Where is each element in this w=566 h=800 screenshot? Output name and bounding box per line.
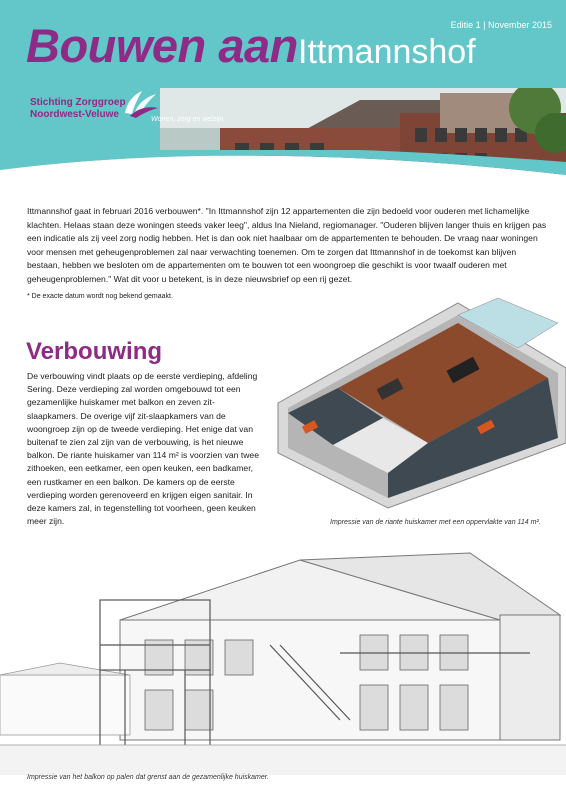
- logo-line-2: Noordwest-Veluwe: [30, 109, 119, 120]
- logo-tagline: Wonen, zorg en welzijn: [151, 116, 224, 123]
- logo-line-1: Stichting Zorggroep: [30, 97, 126, 108]
- newsletter-subtitle: Ittmannshof: [298, 33, 476, 71]
- header-wave: [0, 150, 566, 195]
- header-banner: [0, 0, 566, 195]
- footnote: * De exacte datum wordt nog bekend gemaakt.: [27, 293, 173, 300]
- newsletter-title: Bouwen aan: [26, 19, 298, 72]
- section-title: Verbouwing: [26, 338, 163, 365]
- plan-caption: Impressie van de riante huiskamer met een oppervlakte van 114 m².: [330, 519, 541, 526]
- section-paragraph: De verbouwing vindt plaats op de eerste verdieping, afdeling Sering. Deze verdieping zal worden omgebouwd tot een gezamenlijke huiskamer met balkon en zeven zit-slaapkamers. De overige vijf zit-slaapkamers van de woongroep zijn op de tweede verdieping. Het enige dat van buitenaf te zien zal zijn van de verbouwing, is het nieuwe balkon. De riante huiskamer van 114 m² is voorzien van twee zithoeken, een eetkamer, een open keuken, een badkamer, een rustkamer en een balkon. De kamers op de eerste verdieping worden gerenoveerd en krijgen eigen sanitair. In deze kamers zal, in tegenstelling tot voorheen, geen keuken meer zijn.: [27, 371, 259, 527]
- building-sketch-image: [0, 545, 566, 775]
- sketch-caption: Impressie van het balkon op palen dat grenst aan de gezamenlijke huiskamer.: [27, 774, 269, 781]
- foundation-logo-icon: [120, 88, 160, 118]
- floor-plan-image: [268, 293, 566, 513]
- edition-label: Editie 1 | November 2015: [450, 20, 552, 30]
- foundation-logo-text: [30, 97, 126, 121]
- intro-paragraph: Ittmannshof gaat in februari 2016 verbouwen*. "In Ittmannshof zijn 12 appartementen die zijn bedoeld voor ouderen met lichamelijke klachten. Helaas staan deze woningen steeds vaker leeg", aldus Ina Nieland, regiomanager. "Ouderen blijven langer thuis en krijgen pas een indicatie als zij veel zorg nodig hebben. Het is dan ook niet haalbaar om de appartementen te behouden. De vraag naar woningen voor mensen met geheugenproblemen zal naar verwachting toenemen. Om te zorgen dat Ittmannshof in de toekomst kan blijven bestaan, hebben we besloten om de appartementen om te bouwen tot een woongroep die geschikt is voor twaalf ouderen met geheugenproblemen." Wat dit voor u betekent, is in deze nieuwsbrief op een rij gezet.: [27, 206, 547, 284]
